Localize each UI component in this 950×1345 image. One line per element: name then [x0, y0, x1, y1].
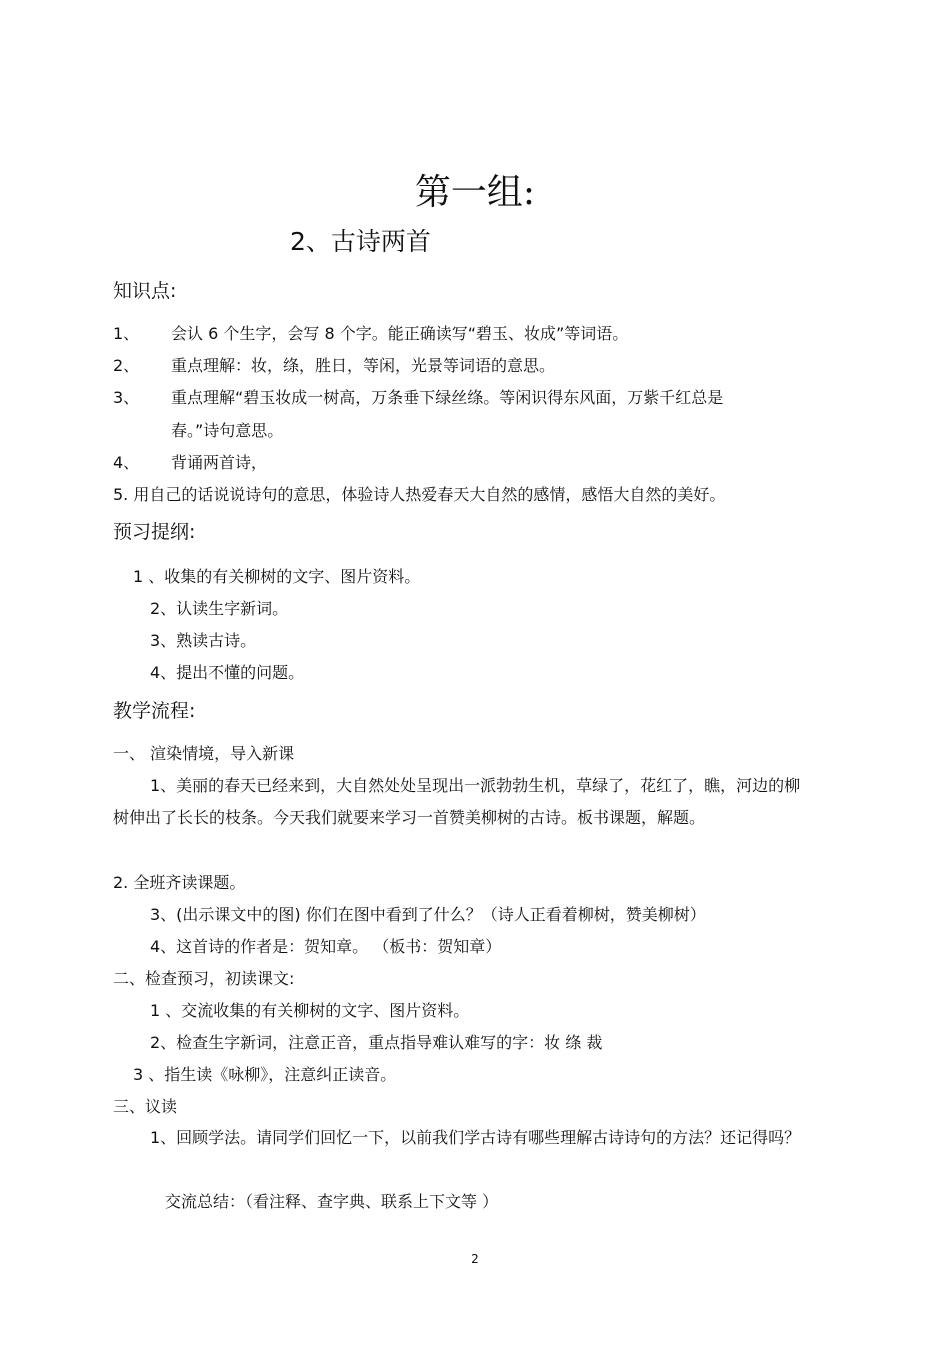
step-line: 3、(出示课文中的图) 你们在图中看到了什么？（诗人正看着柳树，赞美柳树） — [150, 905, 706, 924]
preview-item: 2、认读生字新词。 — [150, 599, 289, 618]
summary-line: 交流总结：（看注释、查字典、联系上下文等 ） — [165, 1192, 499, 1211]
lesson-title: 2、古诗两首 — [290, 227, 431, 256]
step-line: 4、这首诗的作者是：贺知章。 （板书：贺知章） — [150, 937, 502, 956]
step-line: 2、检查生字新词，注意正音，重点指导难认难写的字：妆 绦 裁 — [150, 1033, 603, 1052]
knowledge-item-continuation: 春。”诗句意思。 — [171, 421, 284, 440]
knowledge-item-num: 3、 — [113, 388, 140, 407]
knowledge-item-num: 1、 — [113, 324, 140, 343]
knowledge-item: 会认 6 个生字，会写 8 个字。能正确读写“碧玉、妆成”等词语。 — [171, 324, 629, 343]
knowledge-item: 背诵两首诗， — [171, 453, 268, 472]
paragraph-text: 1、回顾学法。请同学们回忆一下，以前我们学古诗有哪些理解古诗诗句的方法？还记得吗？ — [150, 1128, 801, 1147]
preview-item: 3、熟读古诗。 — [150, 631, 257, 650]
preview-item: 1 、收集的有关柳树的文字、图片资料。 — [133, 567, 421, 586]
section-title: 一、 渲染情境，导入新课 — [113, 744, 295, 763]
knowledge-item-num: 2、 — [113, 356, 140, 375]
step-line: 3 、指生读《咏柳》，注意纠正读音。 — [133, 1065, 397, 1084]
knowledge-heading: 知识点: — [113, 280, 177, 302]
knowledge-item: 5. 用自己的话说说诗句的意思，体验诗人热爱春天大自然的感情，感悟大自然的美好。 — [113, 485, 726, 504]
paragraph — [113, 1122, 803, 1154]
page-title: 第一组: — [414, 172, 536, 213]
preview-heading: 预习提纲: — [113, 521, 196, 543]
knowledge-item: 重点理解：妆，绦，胜日，等闲，光景等词语的意思。 — [171, 356, 556, 375]
section-title: 三、议读 — [113, 1097, 178, 1116]
page-number: 2 — [471, 1252, 479, 1266]
preview-item: 4、提出不懂的问题。 — [150, 663, 305, 682]
section-title: 二、检查预习，初读课文: — [113, 969, 295, 988]
step-line: 2. 全班齐读课题。 — [113, 873, 246, 892]
knowledge-item: 重点理解“碧玉妆成一树高，万条垂下绿丝绦。等闲识得东风面，万紫千红总是 — [171, 388, 724, 407]
process-heading: 教学流程: — [113, 700, 196, 722]
paragraph-text: 1、美丽的春天已经来到，大自然处处呈现出一派勃勃生机，草绿了，花红了，瞧，河边的柳树伸出了长长的枝条。今天我们就要来学习一首赞美柳树的古诗。板书课题，解题。 — [113, 776, 801, 827]
paragraph — [113, 770, 803, 834]
step-line: 1 、交流收集的有关柳树的文字、图片资料。 — [150, 1001, 470, 1020]
knowledge-item-num: 4、 — [113, 453, 140, 472]
